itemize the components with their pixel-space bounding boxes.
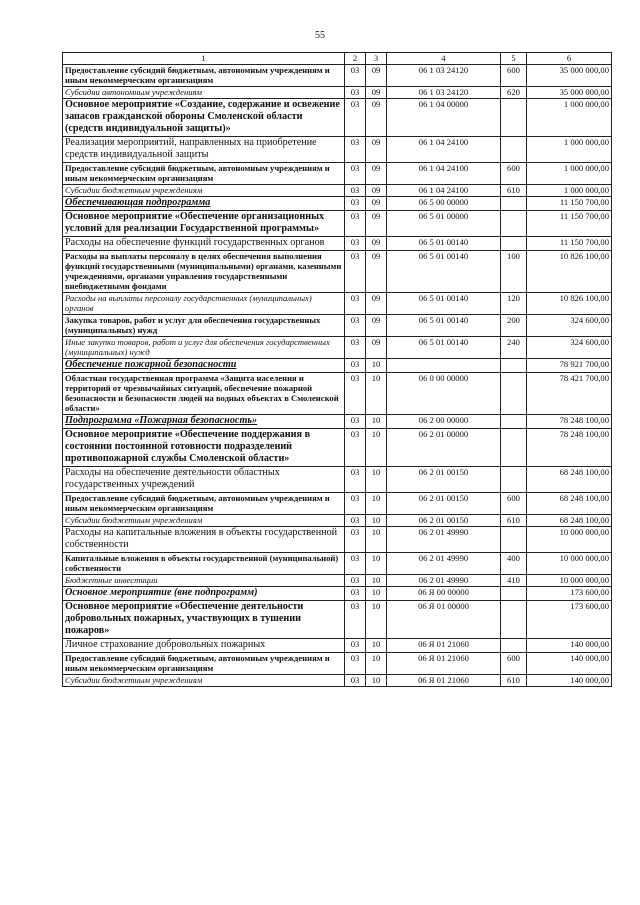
- table-row: [63, 415, 612, 429]
- row-amount: 1 000 000,00: [527, 163, 612, 185]
- row-target-code: 06 2 00 00000: [387, 415, 501, 429]
- header-col-3: 3: [366, 53, 387, 65]
- row-section: 03: [345, 515, 366, 527]
- row-amount: 140 000,00: [527, 675, 612, 687]
- row-subsection: 10: [366, 639, 387, 653]
- row-name: Субсидии бюджетным учреждениям: [63, 515, 345, 527]
- row-name: Расходы на обеспечение деятельности областных государственных учреждений: [63, 467, 345, 493]
- row-expense-type: [501, 211, 527, 237]
- row-expense-type: [501, 359, 527, 373]
- table-row: [63, 293, 612, 315]
- row-subsection: 10: [366, 587, 387, 601]
- row-subsection: 09: [366, 315, 387, 337]
- table-row: [63, 251, 612, 293]
- table-row: [63, 359, 612, 373]
- row-amount: 78 248 100,00: [527, 415, 612, 429]
- row-target-code: 06 5 01 00140: [387, 293, 501, 315]
- row-target-code: 06 Я 00 00000: [387, 587, 501, 601]
- row-target-code: 06 2 01 49990: [387, 553, 501, 575]
- row-amount: 324 600,00: [527, 315, 612, 337]
- row-name: Субсидии бюджетным учреждениям: [63, 185, 345, 197]
- row-subsection: 10: [366, 601, 387, 639]
- row-target-code: 06 5 01 00140: [387, 237, 501, 251]
- row-section: 03: [345, 653, 366, 675]
- row-expense-type: 610: [501, 185, 527, 197]
- table-row: [63, 163, 612, 185]
- row-target-code: 06 Я 01 21060: [387, 653, 501, 675]
- table-row: [63, 137, 612, 163]
- row-target-code: 06 5 00 00000: [387, 197, 501, 211]
- table-row: [63, 467, 612, 493]
- row-section: 03: [345, 587, 366, 601]
- table-row: [63, 429, 612, 467]
- table-row: [63, 65, 612, 87]
- row-section: 03: [345, 87, 366, 99]
- row-expense-type: [501, 197, 527, 211]
- row-amount: 35 000 000,00: [527, 87, 612, 99]
- row-target-code: 06 2 01 00150: [387, 467, 501, 493]
- row-subsection: 09: [366, 163, 387, 185]
- row-subsection: 10: [366, 493, 387, 515]
- row-expense-type: 620: [501, 87, 527, 99]
- row-expense-type: 120: [501, 293, 527, 315]
- row-subsection: 10: [366, 527, 387, 553]
- row-target-code: 06 2 01 00000: [387, 429, 501, 467]
- row-section: 03: [345, 429, 366, 467]
- row-name: Основное мероприятие (вне подпрограмм): [63, 587, 345, 601]
- row-section: 03: [345, 527, 366, 553]
- table-row: [63, 587, 612, 601]
- row-target-code: 06 1 04 24100: [387, 163, 501, 185]
- row-amount: 68 248 100,00: [527, 493, 612, 515]
- row-section: 03: [345, 293, 366, 315]
- row-expense-type: [501, 639, 527, 653]
- row-subsection: 09: [366, 185, 387, 197]
- row-expense-type: 100: [501, 251, 527, 293]
- row-name: Областная государственная программа «Защита населения и территорий от чрезвычайных ситуаций, обеспечение пожарной безопасности и безопасности людей на водных объектах в Смоленской области»: [63, 373, 345, 415]
- table-header-row: [63, 53, 612, 65]
- row-section: 03: [345, 575, 366, 587]
- table-row: [63, 315, 612, 337]
- row-amount: 11 150 700,00: [527, 197, 612, 211]
- row-amount: 78 421 700,00: [527, 373, 612, 415]
- row-subsection: 09: [366, 99, 387, 137]
- row-amount: 78 921 700,00: [527, 359, 612, 373]
- row-expense-type: [501, 601, 527, 639]
- row-subsection: 10: [366, 415, 387, 429]
- row-amount: 10 826 100,00: [527, 293, 612, 315]
- row-subsection: 10: [366, 553, 387, 575]
- table-row: [63, 601, 612, 639]
- row-subsection: 10: [366, 373, 387, 415]
- row-expense-type: [501, 587, 527, 601]
- row-name: Обеспечивающая подпрограмма: [63, 197, 345, 211]
- row-subsection: 10: [366, 575, 387, 587]
- row-section: 03: [345, 65, 366, 87]
- row-section: 03: [345, 493, 366, 515]
- row-amount: 10 826 100,00: [527, 251, 612, 293]
- row-target-code: 06 Я 01 21060: [387, 675, 501, 687]
- row-subsection: 09: [366, 211, 387, 237]
- row-name: Расходы на выплаты персоналу в целях обеспечения выполнения функций государственными (муниципальными) органами, казенными учреждениями, органами управления государственными внебюджетными фондами: [63, 251, 345, 293]
- row-subsection: 10: [366, 675, 387, 687]
- row-name: Предоставление субсидий бюджетным, автономным учреждениям и иным некоммерческим организациям: [63, 163, 345, 185]
- row-expense-type: 410: [501, 575, 527, 587]
- row-amount: 173 600,00: [527, 587, 612, 601]
- row-target-code: 06 5 01 00000: [387, 211, 501, 237]
- row-subsection: 09: [366, 65, 387, 87]
- row-amount: 173 600,00: [527, 601, 612, 639]
- table-row: [63, 211, 612, 237]
- row-name: Капитальные вложения в объекты государственной (муниципальной) собственности: [63, 553, 345, 575]
- row-name: Предоставление субсидий бюджетным, автономным учреждениям и иным некоммерческим организациям: [63, 493, 345, 515]
- row-target-code: 06 2 01 00150: [387, 493, 501, 515]
- row-expense-type: 240: [501, 337, 527, 359]
- row-name: Основное мероприятие «Обеспечение организационных условий для реализации Государственной программы»: [63, 211, 345, 237]
- row-subsection: 10: [366, 515, 387, 527]
- row-target-code: 06 1 04 24100: [387, 185, 501, 197]
- table-row: [63, 185, 612, 197]
- row-target-code: 06 2 01 00150: [387, 515, 501, 527]
- row-name: Предоставление субсидий бюджетным, автономным учреждениям и иным некоммерческим организациям: [63, 653, 345, 675]
- row-amount: 68 248 100,00: [527, 467, 612, 493]
- row-subsection: 09: [366, 293, 387, 315]
- row-amount: 140 000,00: [527, 639, 612, 653]
- row-expense-type: [501, 373, 527, 415]
- row-section: 03: [345, 185, 366, 197]
- row-section: 03: [345, 99, 366, 137]
- row-target-code: 06 1 04 00000: [387, 99, 501, 137]
- row-amount: 11 150 700,00: [527, 237, 612, 251]
- row-expense-type: 200: [501, 315, 527, 337]
- row-amount: 324 600,00: [527, 337, 612, 359]
- row-target-code: [387, 359, 501, 373]
- row-section: 03: [345, 251, 366, 293]
- row-section: 03: [345, 211, 366, 237]
- row-target-code: 06 1 03 24120: [387, 87, 501, 99]
- row-subsection: 10: [366, 359, 387, 373]
- table-row: [63, 515, 612, 527]
- table-row: [63, 675, 612, 687]
- row-subsection: 09: [366, 237, 387, 251]
- row-section: 03: [345, 553, 366, 575]
- row-target-code: 06 Я 01 21060: [387, 639, 501, 653]
- row-name: Субсидии автономным учреждениям: [63, 87, 345, 99]
- table-row: [63, 553, 612, 575]
- row-expense-type: 400: [501, 553, 527, 575]
- row-expense-type: 600: [501, 493, 527, 515]
- row-amount: 1 000 000,00: [527, 137, 612, 163]
- budget-table: [62, 52, 612, 687]
- row-expense-type: 610: [501, 675, 527, 687]
- row-expense-type: 600: [501, 65, 527, 87]
- row-target-code: 06 5 01 00140: [387, 337, 501, 359]
- row-target-code: 06 0 00 00000: [387, 373, 501, 415]
- row-name: Подпрограмма «Пожарная безопасность»: [63, 415, 345, 429]
- row-target-code: 06 1 03 24120: [387, 65, 501, 87]
- row-target-code: 06 Я 01 00000: [387, 601, 501, 639]
- row-section: 03: [345, 373, 366, 415]
- row-amount: 140 000,00: [527, 653, 612, 675]
- header-col-4: 4: [387, 53, 501, 65]
- table-row: [63, 653, 612, 675]
- row-amount: 68 248 100,00: [527, 515, 612, 527]
- row-expense-type: 610: [501, 515, 527, 527]
- row-target-code: 06 1 04 24100: [387, 137, 501, 163]
- row-name: Иные закупки товаров, работ и услуг для обеспечения государственных (муниципальных) нужд: [63, 337, 345, 359]
- page-number: 55: [315, 30, 325, 41]
- row-subsection: 09: [366, 197, 387, 211]
- row-expense-type: [501, 467, 527, 493]
- row-section: 03: [345, 315, 366, 337]
- row-name: Предоставление субсидий бюджетным, автономным учреждениям и иным некоммерческим организациям: [63, 65, 345, 87]
- row-target-code: 06 2 01 49990: [387, 527, 501, 553]
- row-name: Основное мероприятие «Создание, содержание и освежение запасов гражданской обороны Смоленской области (средств индивидуальной защиты)»: [63, 99, 345, 137]
- table-row: [63, 337, 612, 359]
- row-target-code: 06 5 01 00140: [387, 315, 501, 337]
- header-col-6: 6: [527, 53, 612, 65]
- row-name: Субсидии бюджетным учреждениям: [63, 675, 345, 687]
- row-expense-type: [501, 99, 527, 137]
- row-section: 03: [345, 467, 366, 493]
- table-body: [63, 65, 612, 687]
- row-amount: 11 150 700,00: [527, 211, 612, 237]
- row-expense-type: [501, 237, 527, 251]
- row-subsection: 10: [366, 429, 387, 467]
- row-expense-type: 600: [501, 653, 527, 675]
- row-name: Бюджетные инвестиции: [63, 575, 345, 587]
- row-target-code: 06 5 01 00140: [387, 251, 501, 293]
- row-expense-type: [501, 527, 527, 553]
- row-section: 03: [345, 601, 366, 639]
- row-subsection: 09: [366, 137, 387, 163]
- header-col-2: 2: [345, 53, 366, 65]
- row-section: 03: [345, 415, 366, 429]
- row-name: Расходы на выплаты персоналу государственных (муниципальных) органов: [63, 293, 345, 315]
- row-section: 03: [345, 197, 366, 211]
- row-subsection: 10: [366, 653, 387, 675]
- table-row: [63, 493, 612, 515]
- row-section: 03: [345, 237, 366, 251]
- table-row: [63, 373, 612, 415]
- row-name: Основное мероприятие «Обеспечение поддержания в состоянии постоянной готовности подразделений противопожарной службы Смоленской области»: [63, 429, 345, 467]
- table-row: [63, 99, 612, 137]
- row-name: Обеспечение пожарной безопасности: [63, 359, 345, 373]
- row-section: 03: [345, 359, 366, 373]
- table-row: [63, 197, 612, 211]
- row-name: Реализация мероприятий, направленных на приобретение средств индивидуальной защиты: [63, 137, 345, 163]
- row-amount: 1 000 000,00: [527, 185, 612, 197]
- row-amount: 10 000 000,00: [527, 575, 612, 587]
- row-subsection: 10: [366, 467, 387, 493]
- row-amount: 35 000 000,00: [527, 65, 612, 87]
- table-row: [63, 527, 612, 553]
- row-expense-type: [501, 137, 527, 163]
- row-amount: 78 248 100,00: [527, 429, 612, 467]
- row-section: 03: [345, 163, 366, 185]
- row-expense-type: [501, 415, 527, 429]
- row-amount: 1 000 000,00: [527, 99, 612, 137]
- table-row: [63, 639, 612, 653]
- table-row: [63, 237, 612, 251]
- row-section: 03: [345, 675, 366, 687]
- row-name: Закупка товаров, работ и услуг для обеспечения государственных (муниципальных) нужд: [63, 315, 345, 337]
- table-row: [63, 87, 612, 99]
- row-name: Расходы на обеспечение функций государственных органов: [63, 237, 345, 251]
- row-name: Основное мероприятие «Обеспечение деятельности добровольных пожарных, участвующих в тушении пожаров»: [63, 601, 345, 639]
- row-target-code: 06 2 01 49990: [387, 575, 501, 587]
- row-section: 03: [345, 337, 366, 359]
- row-expense-type: 600: [501, 163, 527, 185]
- row-section: 03: [345, 137, 366, 163]
- row-amount: 10 000 000,00: [527, 527, 612, 553]
- row-expense-type: [501, 429, 527, 467]
- row-subsection: 09: [366, 337, 387, 359]
- row-subsection: 09: [366, 87, 387, 99]
- table-row: [63, 575, 612, 587]
- row-subsection: 09: [366, 251, 387, 293]
- header-col-1: 1: [63, 53, 345, 65]
- row-name: Расходы на капитальные вложения в объекты государственной собственности: [63, 527, 345, 553]
- row-amount: 10 000 000,00: [527, 553, 612, 575]
- row-section: 03: [345, 639, 366, 653]
- header-col-5: 5: [501, 53, 527, 65]
- row-name: Личное страхование добровольных пожарных: [63, 639, 345, 653]
